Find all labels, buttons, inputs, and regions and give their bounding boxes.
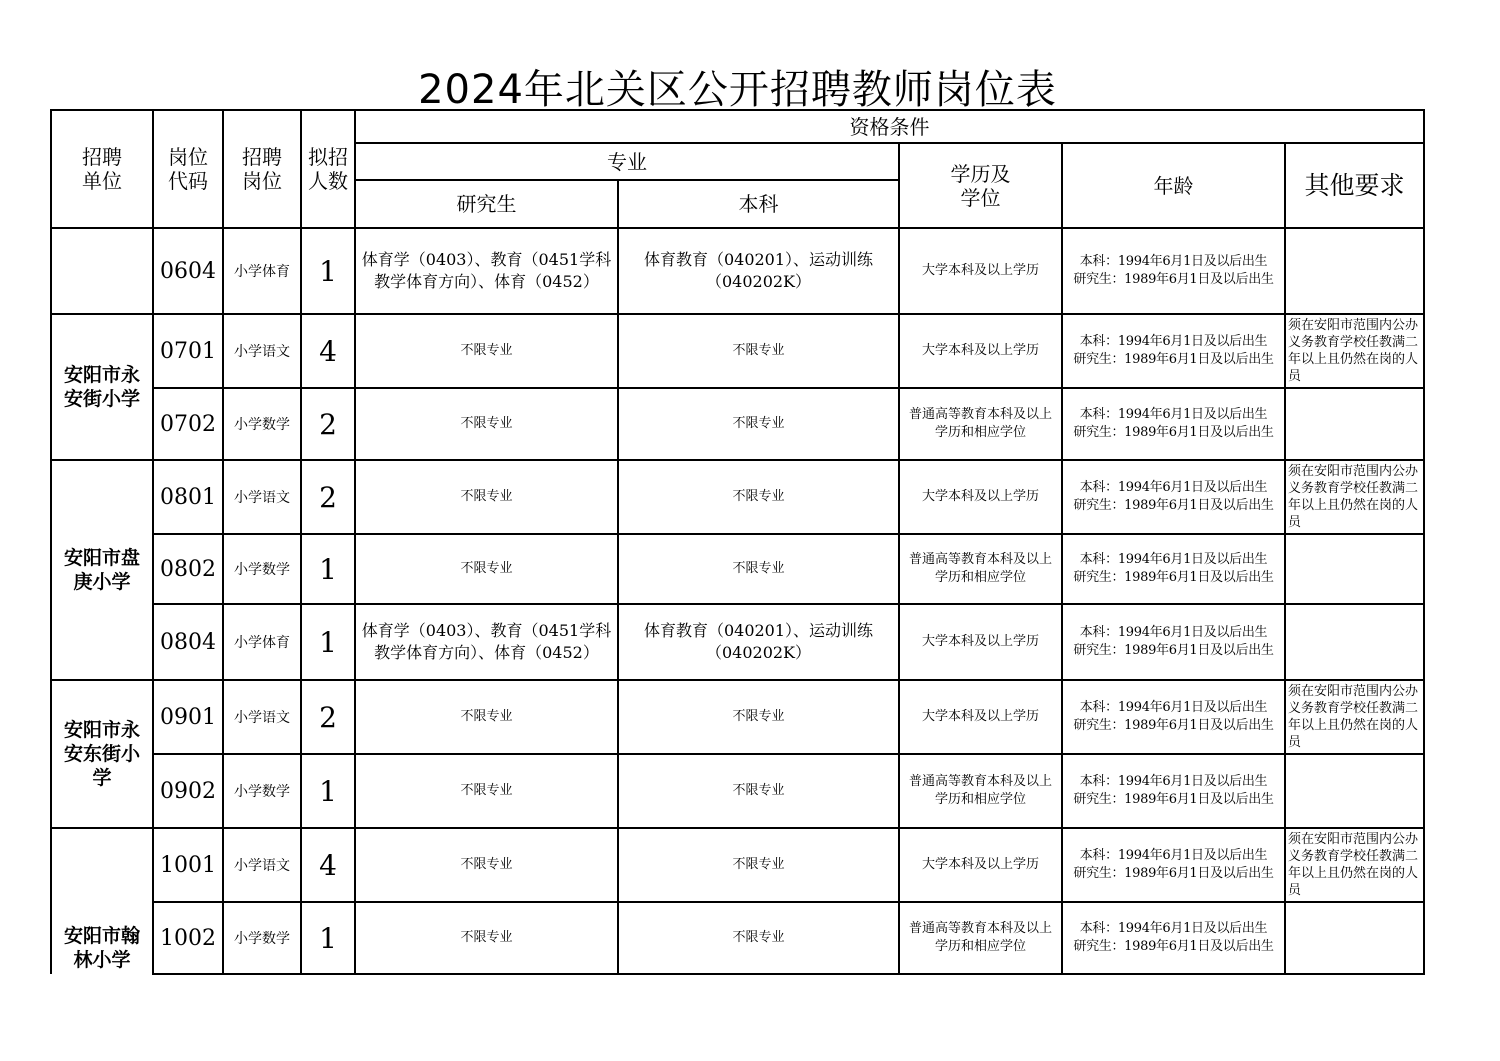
other-requirement: 须在安阳市范围内公办义务教育学校任教满二年以上且仍然在岗的人员	[1285, 680, 1424, 754]
graduate-major: 不限专业	[355, 460, 618, 534]
age-requirement	[1062, 680, 1285, 754]
education-requirement: 普通高等教育本科及以上学历和相应学位	[899, 754, 1062, 828]
undergrad-major: 不限专业	[618, 460, 899, 534]
hire-count: 1	[301, 228, 355, 314]
unit-cell: 安阳市盘庚小学	[51, 460, 153, 680]
header-code-label: 岗位 代码	[168, 145, 208, 193]
age-undergrad: 本科：1994年6月1日及以后出生	[1079, 407, 1268, 422]
graduate-major: 不限专业	[355, 902, 618, 974]
post-name: 小学数学	[223, 388, 301, 460]
undergrad-major: 不限专业	[618, 754, 899, 828]
undergrad-major: 不限专业	[618, 388, 899, 460]
education-requirement: 大学本科及以上学历	[899, 314, 1062, 388]
age-undergrad: 本科：1994年6月1日及以后出生	[1079, 848, 1268, 863]
table-row	[51, 314, 1424, 388]
undergrad-major: 不限专业	[618, 680, 899, 754]
age-requirement	[1062, 228, 1285, 314]
undergrad-major: 体育教育（040201）、运动训练（040202K）	[618, 604, 899, 680]
age-graduate: 研究生：1989年6月1日及以后出生	[1073, 498, 1274, 513]
age-undergrad: 本科：1994年6月1日及以后出生	[1079, 774, 1268, 789]
age-undergrad: 本科：1994年6月1日及以后出生	[1079, 254, 1268, 269]
post-code: 0604	[153, 228, 223, 314]
table-row	[51, 828, 1424, 902]
hire-count: 2	[301, 460, 355, 534]
age-requirement	[1062, 754, 1285, 828]
post-name: 小学体育	[223, 228, 301, 314]
post-name: 小学语文	[223, 460, 301, 534]
table-row	[51, 534, 1424, 604]
post-code: 0701	[153, 314, 223, 388]
age-undergrad: 本科：1994年6月1日及以后出生	[1079, 625, 1268, 640]
age-graduate: 研究生：1989年6月1日及以后出生	[1073, 939, 1274, 954]
other-requirement	[1285, 388, 1424, 460]
header-unit-label: 招聘 单位	[82, 145, 122, 193]
graduate-major: 不限专业	[355, 754, 618, 828]
age-undergrad: 本科：1994年6月1日及以后出生	[1079, 480, 1268, 495]
unit-cell: 安阳市永安东街小学	[51, 680, 153, 828]
hire-count: 1	[301, 534, 355, 604]
age-graduate: 研究生：1989年6月1日及以后出生	[1073, 866, 1274, 881]
post-code: 0901	[153, 680, 223, 754]
undergrad-major: 不限专业	[618, 902, 899, 974]
post-code: 0801	[153, 460, 223, 534]
education-requirement: 普通高等教育本科及以上学历和相应学位	[899, 534, 1062, 604]
other-requirement	[1285, 604, 1424, 680]
post-name: 小学数学	[223, 534, 301, 604]
age-graduate: 研究生：1989年6月1日及以后出生	[1073, 570, 1274, 585]
education-requirement: 大学本科及以上学历	[899, 828, 1062, 902]
unit-cell: 安阳市翰林小学	[51, 828, 153, 974]
hire-count: 1	[301, 604, 355, 680]
table-row	[51, 680, 1424, 754]
education-requirement: 普通高等教育本科及以上学历和相应学位	[899, 902, 1062, 974]
other-requirement	[1285, 902, 1424, 974]
table-row	[51, 460, 1424, 534]
age-requirement	[1062, 902, 1285, 974]
other-requirement	[1285, 228, 1424, 314]
header-count	[301, 110, 355, 228]
unit-cell: 安阳市永安街小学	[51, 314, 153, 460]
graduate-major: 不限专业	[355, 314, 618, 388]
age-requirement	[1062, 604, 1285, 680]
graduate-major: 不限专业	[355, 680, 618, 754]
education-requirement: 普通高等教育本科及以上学历和相应学位	[899, 388, 1062, 460]
graduate-major: 不限专业	[355, 388, 618, 460]
recruitment-table	[50, 109, 1425, 975]
hire-count: 4	[301, 828, 355, 902]
age-graduate: 研究生：1989年6月1日及以后出生	[1073, 718, 1274, 733]
hire-count: 4	[301, 314, 355, 388]
age-undergrad: 本科：1994年6月1日及以后出生	[1079, 552, 1268, 567]
post-code: 0802	[153, 534, 223, 604]
age-requirement	[1062, 388, 1285, 460]
undergrad-major: 体育教育（040201）、运动训练（040202K）	[618, 228, 899, 314]
header-education-label: 学历及 学位	[950, 161, 1011, 210]
post-code: 1002	[153, 902, 223, 974]
age-undergrad: 本科：1994年6月1日及以后出生	[1079, 334, 1268, 349]
graduate-major: 体育学（0403）、教育（0451学科教学体育方向）、体育（0452）	[355, 228, 618, 314]
education-requirement: 大学本科及以上学历	[899, 604, 1062, 680]
post-name: 小学语文	[223, 680, 301, 754]
undergrad-major: 不限专业	[618, 828, 899, 902]
graduate-major: 不限专业	[355, 828, 618, 902]
header-code	[153, 110, 223, 228]
table-row	[51, 754, 1424, 828]
header-unit	[51, 110, 153, 228]
table-row	[51, 604, 1424, 680]
age-undergrad: 本科：1994年6月1日及以后出生	[1079, 700, 1268, 715]
unit-cell	[51, 228, 153, 314]
header-qualifications: 资格条件	[355, 110, 1424, 143]
hire-count: 1	[301, 902, 355, 974]
age-requirement	[1062, 460, 1285, 534]
age-requirement	[1062, 534, 1285, 604]
post-code: 0902	[153, 754, 223, 828]
age-graduate: 研究生：1989年6月1日及以后出生	[1073, 352, 1274, 367]
post-code: 1001	[153, 828, 223, 902]
post-name: 小学语文	[223, 314, 301, 388]
graduate-major: 体育学（0403）、教育（0451学科教学体育方向）、体育（0452）	[355, 604, 618, 680]
other-requirement: 须在安阳市范围内公办义务教育学校任教满二年以上且仍然在岗的人员	[1285, 314, 1424, 388]
age-requirement	[1062, 828, 1285, 902]
header-count-label: 拟招 人数	[308, 145, 348, 193]
post-code: 0702	[153, 388, 223, 460]
age-graduate: 研究生：1989年6月1日及以后出生	[1073, 792, 1274, 807]
header-major: 专业	[355, 143, 899, 180]
hire-count: 1	[301, 754, 355, 828]
table-row	[51, 228, 1424, 314]
hire-count: 2	[301, 388, 355, 460]
post-name: 小学数学	[223, 902, 301, 974]
hire-count: 2	[301, 680, 355, 754]
post-name: 小学数学	[223, 754, 301, 828]
header-post	[223, 110, 301, 228]
education-requirement: 大学本科及以上学历	[899, 228, 1062, 314]
header-age: 年龄	[1062, 143, 1285, 228]
header-education	[899, 143, 1062, 228]
header-other: 其他要求	[1285, 143, 1424, 228]
other-requirement	[1285, 534, 1424, 604]
post-name: 小学体育	[223, 604, 301, 680]
age-requirement	[1062, 314, 1285, 388]
header-undergrad: 本科	[618, 180, 899, 228]
age-graduate: 研究生：1989年6月1日及以后出生	[1073, 643, 1274, 658]
other-requirement: 须在安阳市范围内公办义务教育学校任教满二年以上且仍然在岗的人员	[1285, 460, 1424, 534]
other-requirement: 须在安阳市范围内公办义务教育学校任教满二年以上且仍然在岗的人员	[1285, 828, 1424, 902]
header-graduate: 研究生	[355, 180, 618, 228]
post-code: 0804	[153, 604, 223, 680]
undergrad-major: 不限专业	[618, 534, 899, 604]
graduate-major: 不限专业	[355, 534, 618, 604]
table-row	[51, 902, 1424, 974]
other-requirement	[1285, 754, 1424, 828]
age-graduate: 研究生：1989年6月1日及以后出生	[1073, 272, 1274, 287]
education-requirement: 大学本科及以上学历	[899, 460, 1062, 534]
undergrad-major: 不限专业	[618, 314, 899, 388]
table-row	[51, 388, 1424, 460]
age-undergrad: 本科：1994年6月1日及以后出生	[1079, 921, 1268, 936]
post-name: 小学语文	[223, 828, 301, 902]
education-requirement: 大学本科及以上学历	[899, 680, 1062, 754]
header-post-label: 招聘 岗位	[242, 145, 282, 193]
age-graduate: 研究生：1989年6月1日及以后出生	[1073, 425, 1274, 440]
page-title: 2024年北关区公开招聘教师岗位表	[418, 67, 1057, 113]
